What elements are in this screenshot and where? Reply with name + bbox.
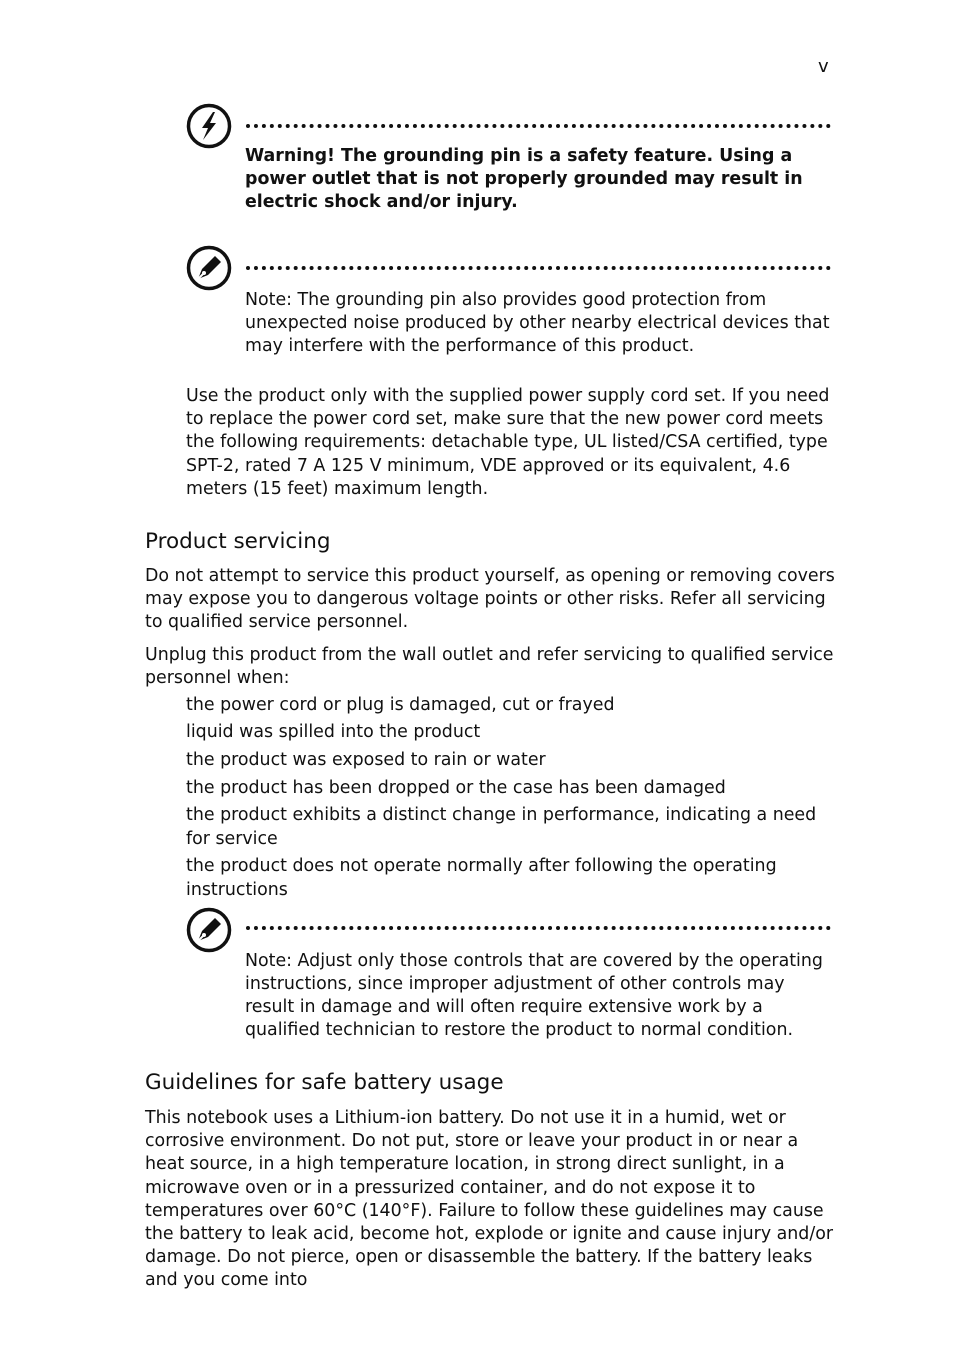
- list-item: the product was exposed to rain or water: [186, 750, 546, 770]
- note-text: [245, 950, 831, 1042]
- note-text: [245, 289, 831, 358]
- lightning-icon: [186, 103, 232, 149]
- note-callout: [186, 907, 831, 1047]
- note-label: Note:: [245, 290, 293, 310]
- section-heading-product-servicing: Product servicing: [145, 529, 331, 554]
- warning-text: Warning! The grounding pin is a safety feature. Using a power outlet that is not properly grounded may result in electric shock and/or injury.: [245, 146, 803, 212]
- servicing-paragraph-2: Unplug this product from the wall outlet and refer servicing to qualified service personnel when:: [145, 645, 834, 689]
- list-item: the product does not operate normally after following the operating instructions: [186, 856, 777, 900]
- warning-callout: [186, 103, 831, 223]
- note-callout: [186, 245, 831, 365]
- list-item: the product exhibits a distinct change in performance, indicating a need for service: [186, 805, 817, 849]
- dotted-rule: [246, 926, 831, 930]
- note-label: Note:: [245, 951, 293, 971]
- list-item: the product has been dropped or the case has been damaged: [186, 778, 726, 798]
- dotted-rule: [246, 124, 831, 128]
- battery-paragraph: This notebook uses a Lithium-ion battery. Do not use it in a humid, wet or corrosive environment. Do not put, store or leave your product in or near a heat source, in a high temperature location, in strong direct sunlight, in a microwave oven or in a pressurized container, and do not expose it to temperatures over 60°C (140°F). Failure to follow these guidelines may cause the battery to leak acid, become hot, explode or ignite and cause injury and/or damage. Do not pierce, open or disassemble the battery. If the battery leaks and you come into: [145, 1108, 833, 1291]
- note-body: Adjust only those controls that are covered by the operating instructions, since improper adjustment of other controls may result in damage and will often require extensive work by a qualified technician to restore the product to normal condition.: [245, 951, 823, 1040]
- servicing-paragraph-1: Do not attempt to service this product yourself, as opening or removing covers may expose you to dangerous voltage points or other risks. Refer all servicing to qualified service personnel.: [145, 566, 835, 633]
- list-item: the power cord or plug is damaged, cut or frayed: [186, 695, 615, 715]
- page-number: v: [818, 56, 829, 77]
- note-pen-icon: [186, 245, 232, 291]
- dotted-rule: [246, 266, 831, 270]
- section-heading-battery: Guidelines for safe battery usage: [145, 1070, 504, 1095]
- note-pen-icon: [186, 907, 232, 953]
- note-body: The grounding pin also provides good protection from unexpected noise produced by other nearby electrical devices that may interfere with the performance of this product.: [245, 290, 830, 356]
- power-cord-paragraph: Use the product only with the supplied power supply cord set. If you need to replace the power cord set, make sure that the new power cord meets the following requirements: detachable type, UL listed/CSA certified, type SPT-2, rated 7 A 125 V minimum, VDE approved or its equivalent, 4.6 meters (15 feet) maximum length.: [186, 386, 830, 499]
- list-item: liquid was spilled into the product: [186, 722, 481, 742]
